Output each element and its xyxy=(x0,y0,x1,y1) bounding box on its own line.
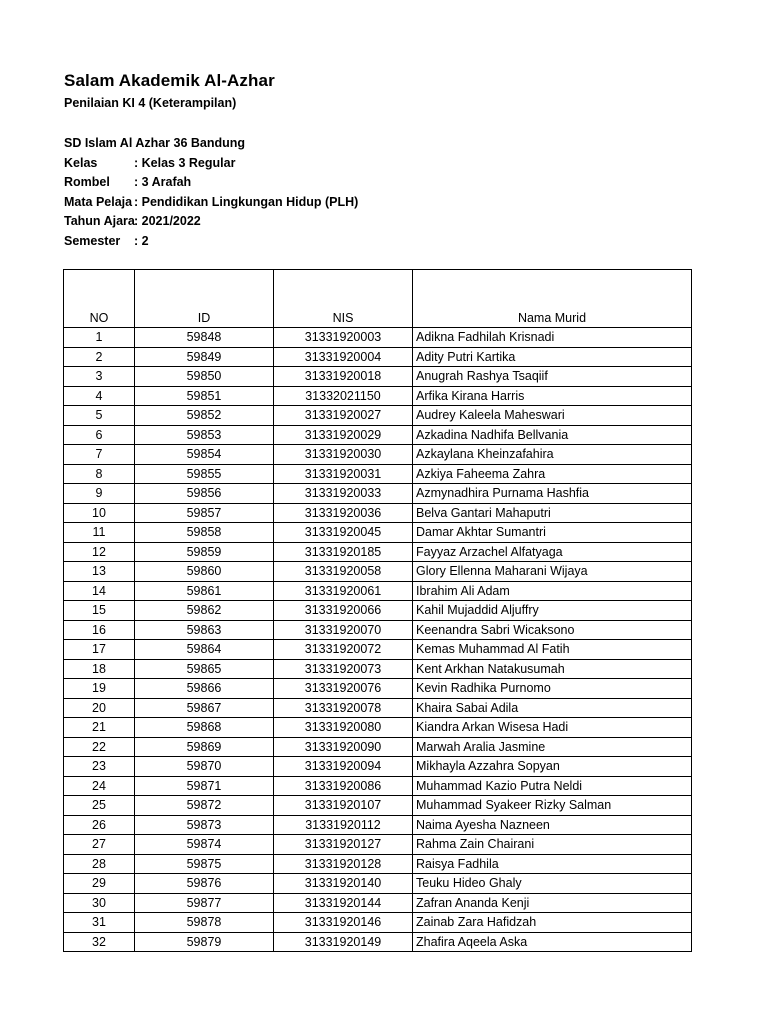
info-row-semester xyxy=(64,232,358,252)
cell-name: Kent Arkhan Natakusumah xyxy=(413,659,692,679)
cell-no: 27 xyxy=(64,835,135,855)
cell-nis: 31331920080 xyxy=(274,718,413,738)
table-row xyxy=(64,815,692,835)
cell-name: Fayyaz Arzachel Alfatyaga xyxy=(413,542,692,562)
table-row xyxy=(64,893,692,913)
table-row xyxy=(64,562,692,582)
cell-id: 59855 xyxy=(135,464,274,484)
cell-name: Muhammad Kazio Putra Neldi xyxy=(413,776,692,796)
table-row xyxy=(64,484,692,504)
info-value: : 2021/2022 xyxy=(134,214,201,228)
cell-no: 31 xyxy=(64,913,135,933)
column-header-no: NO xyxy=(64,270,135,328)
page-title: Salam Akademik Al-Azhar xyxy=(64,71,275,90)
info-label: Tahun Ajara xyxy=(64,214,135,228)
cell-name: Kevin Radhika Purnomo xyxy=(413,679,692,699)
cell-nis: 31331920076 xyxy=(274,679,413,699)
cell-no: 5 xyxy=(64,406,135,426)
table-row xyxy=(64,640,692,660)
cell-nis: 31331920036 xyxy=(274,503,413,523)
cell-nis: 31331920061 xyxy=(274,581,413,601)
info-label: Mata Pelaja xyxy=(64,194,133,209)
info-label: Rombel xyxy=(64,175,110,189)
cell-name: Raisya Fadhila xyxy=(413,854,692,874)
cell-nis: 31331920058 xyxy=(274,562,413,582)
column-header-nis: NIS xyxy=(274,270,413,328)
cell-nis: 31331920112 xyxy=(274,815,413,835)
info-value: : 3 Arafah xyxy=(134,175,192,189)
table-row xyxy=(64,659,692,679)
cell-nis: 31331920086 xyxy=(274,776,413,796)
table-row xyxy=(64,581,692,601)
cell-id: 59860 xyxy=(135,562,274,582)
cell-nis: 31331920031 xyxy=(274,464,413,484)
cell-id: 59863 xyxy=(135,620,274,640)
cell-nis: 31331920003 xyxy=(274,328,413,348)
cell-nis: 31331920094 xyxy=(274,757,413,777)
cell-nis: 31331920072 xyxy=(274,640,413,660)
cell-id: 59871 xyxy=(135,776,274,796)
cell-id: 59852 xyxy=(135,406,274,426)
info-row-subject xyxy=(64,193,358,213)
table-row xyxy=(64,854,692,874)
table-row xyxy=(64,503,692,523)
cell-nis: 31331920149 xyxy=(274,932,413,952)
cell-id: 59869 xyxy=(135,737,274,757)
cell-no: 30 xyxy=(64,893,135,913)
cell-id: 59866 xyxy=(135,679,274,699)
cell-id: 59865 xyxy=(135,659,274,679)
table-body xyxy=(64,328,692,952)
cell-no: 23 xyxy=(64,757,135,777)
table-row xyxy=(64,328,692,348)
cell-nis: 31331920107 xyxy=(274,796,413,816)
table-row xyxy=(64,523,692,543)
table-header-row xyxy=(64,270,692,328)
cell-name: Kahil Mujaddid Aljuffry xyxy=(413,601,692,621)
cell-no: 2 xyxy=(64,347,135,367)
cell-id: 59856 xyxy=(135,484,274,504)
student-table xyxy=(63,269,692,952)
table-row xyxy=(64,367,692,387)
cell-no: 16 xyxy=(64,620,135,640)
cell-name: Zhafira Aqeela Aska xyxy=(413,932,692,952)
cell-name: Azkadina Nadhifa Bellvania xyxy=(413,425,692,445)
cell-id: 59875 xyxy=(135,854,274,874)
cell-id: 59861 xyxy=(135,581,274,601)
cell-name: Muhammad Syakeer Rizky Salman xyxy=(413,796,692,816)
table-row xyxy=(64,679,692,699)
cell-nis: 31331920146 xyxy=(274,913,413,933)
cell-name: Teuku Hideo Ghaly xyxy=(413,874,692,894)
cell-no: 32 xyxy=(64,932,135,952)
cell-id: 59870 xyxy=(135,757,274,777)
table-row xyxy=(64,757,692,777)
cell-id: 59872 xyxy=(135,796,274,816)
cell-name: Azkiya Faheema Zahra xyxy=(413,464,692,484)
cell-nis: 31331920140 xyxy=(274,874,413,894)
cell-no: 7 xyxy=(64,445,135,465)
cell-no: 21 xyxy=(64,718,135,738)
cell-nis: 31331920073 xyxy=(274,659,413,679)
cell-no: 22 xyxy=(64,737,135,757)
cell-id: 59864 xyxy=(135,640,274,660)
cell-nis: 31331920033 xyxy=(274,484,413,504)
info-value: : 2 xyxy=(134,233,149,248)
cell-no: 1 xyxy=(64,328,135,348)
cell-name: Keenandra Sabri Wicaksono xyxy=(413,620,692,640)
cell-id: 59874 xyxy=(135,835,274,855)
cell-id: 59868 xyxy=(135,718,274,738)
cell-name: Mikhayla Azzahra Sopyan xyxy=(413,757,692,777)
table-row xyxy=(64,445,692,465)
table-row xyxy=(64,737,692,757)
cell-id: 59862 xyxy=(135,601,274,621)
cell-name: Adikna Fadhilah Krisnadi xyxy=(413,328,692,348)
cell-name: Azkaylana Kheinzafahira xyxy=(413,445,692,465)
cell-id: 59858 xyxy=(135,523,274,543)
class-info xyxy=(64,134,358,251)
cell-id: 59851 xyxy=(135,386,274,406)
info-row-year xyxy=(64,212,358,232)
cell-nis: 31331920030 xyxy=(274,445,413,465)
table-row xyxy=(64,386,692,406)
table-row xyxy=(64,347,692,367)
cell-no: 14 xyxy=(64,581,135,601)
cell-id: 59867 xyxy=(135,698,274,718)
cell-name: Zafran Ananda Kenji xyxy=(413,893,692,913)
cell-nis: 31331920078 xyxy=(274,698,413,718)
cell-name: Belva Gantari Mahaputri xyxy=(413,503,692,523)
cell-nis: 31331920066 xyxy=(274,601,413,621)
cell-name: Marwah Aralia Jasmine xyxy=(413,737,692,757)
cell-nis: 31331920045 xyxy=(274,523,413,543)
cell-no: 19 xyxy=(64,679,135,699)
cell-name: Kemas Muhammad Al Fatih xyxy=(413,640,692,660)
cell-name: Damar Akhtar Sumantri xyxy=(413,523,692,543)
cell-name: Arfika Kirana Harris xyxy=(413,386,692,406)
cell-name: Adity Putri Kartika xyxy=(413,347,692,367)
cell-id: 59857 xyxy=(135,503,274,523)
cell-name: Khaira Sabai Adila xyxy=(413,698,692,718)
table-row xyxy=(64,406,692,426)
table-row xyxy=(64,718,692,738)
cell-no: 8 xyxy=(64,464,135,484)
column-header-name: Nama Murid xyxy=(413,270,692,328)
cell-id: 59879 xyxy=(135,932,274,952)
cell-name: Zainab Zara Hafidzah xyxy=(413,913,692,933)
table-row xyxy=(64,698,692,718)
cell-name: Glory Ellenna Maharani Wijaya xyxy=(413,562,692,582)
cell-nis: 31331920090 xyxy=(274,737,413,757)
cell-nis: 31331920027 xyxy=(274,406,413,426)
page-subtitle: Penilaian KI 4 (Keterampilan) xyxy=(64,96,237,110)
cell-id: 59876 xyxy=(135,874,274,894)
cell-no: 15 xyxy=(64,601,135,621)
info-value: : Kelas 3 Regular xyxy=(134,155,236,170)
table-row xyxy=(64,425,692,445)
cell-no: 20 xyxy=(64,698,135,718)
info-row-rombel xyxy=(64,173,358,193)
info-row-kelas xyxy=(64,154,358,174)
table-row xyxy=(64,620,692,640)
cell-nis: 31331920144 xyxy=(274,893,413,913)
cell-nis: 31331920070 xyxy=(274,620,413,640)
cell-nis: 31332021150 xyxy=(274,386,413,406)
table-row xyxy=(64,913,692,933)
table-row xyxy=(64,835,692,855)
cell-id: 59859 xyxy=(135,542,274,562)
cell-nis: 31331920018 xyxy=(274,367,413,387)
cell-no: 6 xyxy=(64,425,135,445)
cell-id: 59878 xyxy=(135,913,274,933)
cell-no: 9 xyxy=(64,484,135,504)
table-row xyxy=(64,542,692,562)
table-row xyxy=(64,776,692,796)
cell-name: Anugrah Rashya Tsaqiif xyxy=(413,367,692,387)
cell-no: 3 xyxy=(64,367,135,387)
cell-nis: 31331920128 xyxy=(274,854,413,874)
cell-name: Rahma Zain Chairani xyxy=(413,835,692,855)
table-row xyxy=(64,796,692,816)
cell-no: 13 xyxy=(64,562,135,582)
cell-name: Azmynadhira Purnama Hashfia xyxy=(413,484,692,504)
cell-id: 59854 xyxy=(135,445,274,465)
cell-no: 17 xyxy=(64,640,135,660)
cell-name: Kiandra Arkan Wisesa Hadi xyxy=(413,718,692,738)
info-value: : Pendidikan Lingkungan Hidup (PLH) xyxy=(134,194,359,209)
school-name: SD Islam Al Azhar 36 Bandung xyxy=(64,136,246,150)
cell-nis: 31331920127 xyxy=(274,835,413,855)
cell-no: 11 xyxy=(64,523,135,543)
cell-id: 59848 xyxy=(135,328,274,348)
cell-no: 28 xyxy=(64,854,135,874)
cell-no: 26 xyxy=(64,815,135,835)
cell-no: 10 xyxy=(64,503,135,523)
cell-no: 25 xyxy=(64,796,135,816)
column-header-id: ID xyxy=(135,270,274,328)
cell-no: 24 xyxy=(64,776,135,796)
cell-no: 29 xyxy=(64,874,135,894)
cell-id: 59850 xyxy=(135,367,274,387)
cell-name: Ibrahim Ali Adam xyxy=(413,581,692,601)
cell-no: 12 xyxy=(64,542,135,562)
cell-no: 4 xyxy=(64,386,135,406)
cell-nis: 31331920029 xyxy=(274,425,413,445)
cell-id: 59853 xyxy=(135,425,274,445)
table-row xyxy=(64,874,692,894)
cell-id: 59849 xyxy=(135,347,274,367)
cell-nis: 31331920004 xyxy=(274,347,413,367)
cell-nis: 31331920185 xyxy=(274,542,413,562)
cell-id: 59877 xyxy=(135,893,274,913)
table-row xyxy=(64,464,692,484)
table-row xyxy=(64,932,692,952)
cell-no: 18 xyxy=(64,659,135,679)
cell-id: 59873 xyxy=(135,815,274,835)
info-label: Semester xyxy=(64,233,121,248)
cell-name: Naima Ayesha Nazneen xyxy=(413,815,692,835)
table-row xyxy=(64,601,692,621)
info-label: Kelas xyxy=(64,155,98,170)
cell-name: Audrey Kaleela Maheswari xyxy=(413,406,692,426)
